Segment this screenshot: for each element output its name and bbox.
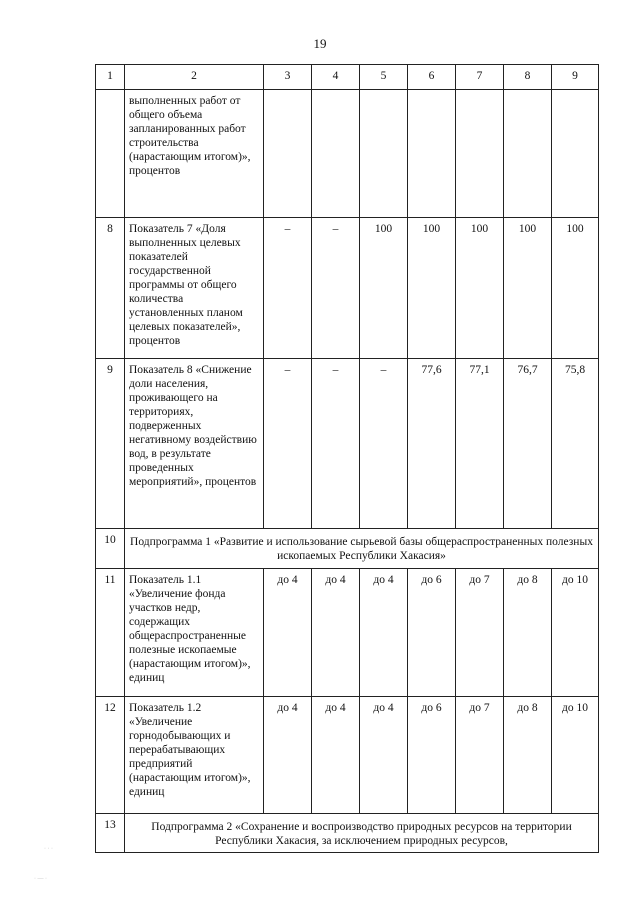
value-cell: 100 xyxy=(504,218,552,359)
scan-artifact: · · · xyxy=(44,846,53,852)
row-number: 11 xyxy=(96,569,125,697)
row-number: 9 xyxy=(96,359,125,529)
column-header: 6 xyxy=(408,65,456,90)
value-cell: 100 xyxy=(360,218,408,359)
table-row xyxy=(96,218,599,359)
value-cell xyxy=(408,90,456,218)
indicator-name: выполненных работ от общего объема запланированных работ строительства (нарастающим итогом)», процентов xyxy=(125,90,264,218)
value-cell: – xyxy=(312,218,360,359)
value-cell: 77,6 xyxy=(408,359,456,529)
value-cell: до 6 xyxy=(408,697,456,814)
value-cell: 100 xyxy=(552,218,599,359)
subprogram-row xyxy=(96,529,599,569)
scan-artifact: · — · xyxy=(34,876,47,882)
value-cell: до 4 xyxy=(264,569,312,697)
value-cell: до 4 xyxy=(360,697,408,814)
value-cell: до 8 xyxy=(504,697,552,814)
column-header: 2 xyxy=(125,65,264,90)
table-row xyxy=(96,359,599,529)
row-number xyxy=(96,90,125,218)
subprogram-title: Подпрограмма 1 «Развитие и использование сырьевой базы общераспространенных полезных ископаемых Республики Хакасия» xyxy=(125,529,599,569)
value-cell xyxy=(312,90,360,218)
value-cell: 76,7 xyxy=(504,359,552,529)
value-cell: до 10 xyxy=(552,697,599,814)
indicator-name: Показатель 8 «Снижение доли населения, проживающего на территориях, подверженных негативному воздействию вод, в результате проведенных мероприятий», процентов xyxy=(125,359,264,529)
table-header-row xyxy=(96,65,599,90)
value-cell: до 10 xyxy=(552,569,599,697)
column-header: 5 xyxy=(360,65,408,90)
value-cell: до 7 xyxy=(456,569,504,697)
row-number: 13 xyxy=(96,814,125,853)
table-row xyxy=(96,90,599,218)
value-cell: – xyxy=(360,359,408,529)
indicator-name: Показатель 1.2 «Увеличение горнодобывающих и перерабатывающих предприятий (нарастающим итогом)», единиц xyxy=(125,697,264,814)
value-cell xyxy=(504,90,552,218)
indicators-table xyxy=(95,64,599,853)
column-header: 1 xyxy=(96,65,125,90)
column-header: 3 xyxy=(264,65,312,90)
value-cell: до 7 xyxy=(456,697,504,814)
value-cell: до 8 xyxy=(504,569,552,697)
value-cell xyxy=(552,90,599,218)
value-cell: до 4 xyxy=(312,569,360,697)
value-cell: 75,8 xyxy=(552,359,599,529)
value-cell: до 4 xyxy=(264,697,312,814)
value-cell: 77,1 xyxy=(456,359,504,529)
table-row xyxy=(96,697,599,814)
value-cell: до 4 xyxy=(360,569,408,697)
row-number: 10 xyxy=(96,529,125,569)
value-cell: до 4 xyxy=(312,697,360,814)
column-header: 7 xyxy=(456,65,504,90)
subprogram-row xyxy=(96,814,599,853)
value-cell xyxy=(360,90,408,218)
value-cell xyxy=(264,90,312,218)
row-number: 8 xyxy=(96,218,125,359)
subprogram-title: Подпрограмма 2 «Сохранение и воспроизводство природных ресурсов на территории Республики Хакасия, за исключением природных ресурсов, xyxy=(125,814,599,853)
value-cell: – xyxy=(312,359,360,529)
column-header: 9 xyxy=(552,65,599,90)
indicator-name: Показатель 7 «Доля выполненных целевых показателей государственной программы от общего количества установленных планом целевых показателей», процентов xyxy=(125,218,264,359)
page-number: 19 xyxy=(313,36,327,51)
column-header: 8 xyxy=(504,65,552,90)
value-cell: – xyxy=(264,218,312,359)
column-header: 4 xyxy=(312,65,360,90)
value-cell xyxy=(456,90,504,218)
value-cell: – xyxy=(264,359,312,529)
value-cell: 100 xyxy=(456,218,504,359)
value-cell: 100 xyxy=(408,218,456,359)
row-number: 12 xyxy=(96,697,125,814)
indicator-name: Показатель 1.1 «Увеличение фонда участков недр, содержащих общераспространенные полезные ископаемые (нарастающим итогом)», единиц xyxy=(125,569,264,697)
value-cell: до 6 xyxy=(408,569,456,697)
table-row xyxy=(96,569,599,697)
